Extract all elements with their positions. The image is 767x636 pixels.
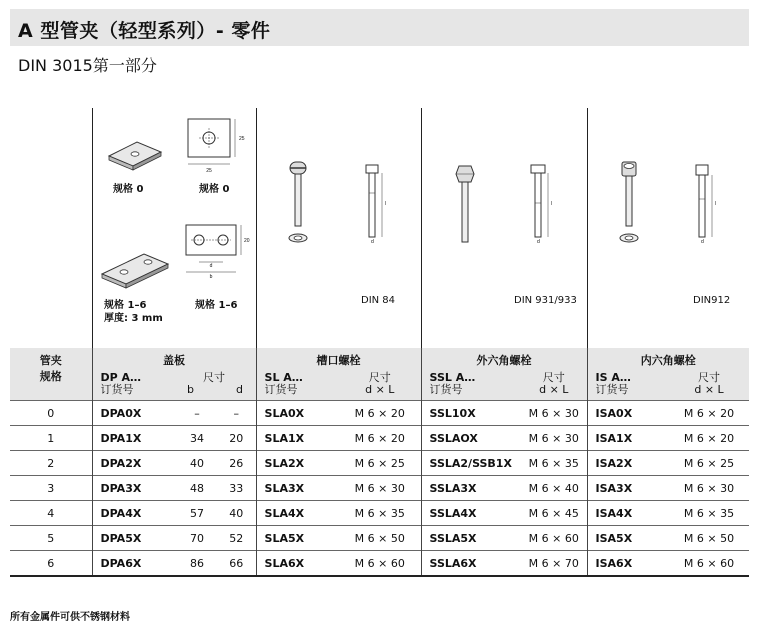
cell-sl-dim: M 6 × 35	[339, 501, 421, 526]
cell-sl-dim: M 6 × 20	[339, 426, 421, 451]
cell-b: 34	[177, 426, 217, 451]
cell-ssl-dim: M 6 × 60	[521, 526, 587, 551]
plate0-width-dim: 25	[206, 168, 212, 174]
cell-b: 86	[177, 551, 217, 577]
cover-plate-size0-plan-drawing	[185, 116, 245, 176]
table-row	[10, 451, 749, 476]
cell-size: 2	[10, 451, 92, 476]
cell-dp: DPA3X	[92, 476, 177, 501]
socket-bolt-drawing	[617, 160, 645, 245]
sub-is-dim: 尺寸 d × L	[669, 370, 749, 401]
cell-is-dim: M 6 × 30	[669, 476, 749, 501]
cell-is: ISA0X	[587, 401, 669, 426]
cell-sl-dim: M 6 × 25	[339, 451, 421, 476]
header-clamp-size	[10, 348, 92, 401]
cell-dp: DPA1X	[92, 426, 177, 451]
header-size: 规格	[39, 370, 62, 383]
cell-ssl-dim: M 6 × 35	[521, 451, 587, 476]
hex-bolt-dim-drawing	[526, 163, 556, 243]
header-slotted-bolt: 槽口螺栓	[256, 348, 421, 370]
cell-is-dim: M 6 × 60	[669, 551, 749, 577]
figure-area	[10, 108, 749, 348]
cell-dp: DPA2X	[92, 451, 177, 476]
label-plate0-iso: 规格 0	[113, 184, 144, 195]
slotted-bolt-drawing	[286, 160, 314, 245]
cell-ssl: SSLA4X	[421, 501, 521, 526]
hex-bolt-drawing	[453, 164, 479, 244]
label-din912: DIN912	[693, 295, 731, 306]
cell-is-dim: M 6 × 20	[669, 426, 749, 451]
table-row	[10, 401, 749, 426]
cell-size: 3	[10, 476, 92, 501]
cell-is-dim: M 6 × 35	[669, 501, 749, 526]
header-clamp: 管夹	[39, 354, 62, 367]
plate16-d-dim: d	[209, 263, 213, 269]
cell-sl-dim: M 6 × 60	[339, 551, 421, 577]
cell-d: 66	[217, 551, 256, 577]
cell-ssl: SSLA3X	[421, 476, 521, 501]
slotted-bolt-d-dim: d	[371, 239, 374, 245]
fig-divider-4	[587, 108, 588, 348]
cover-plate-size16-plan-drawing	[183, 222, 249, 284]
cell-is-dim: M 6 × 50	[669, 526, 749, 551]
label-din931: DIN 931/933	[514, 295, 577, 306]
cell-is: ISA4X	[587, 501, 669, 526]
cell-size: 4	[10, 501, 92, 526]
cell-ssl-dim: M 6 × 45	[521, 501, 587, 526]
label-plate16-plan: 规格 1–6	[195, 300, 238, 311]
sub-ssl-order: SSL A… 订货号	[421, 370, 521, 401]
label-plate16-thickness: 厚度: 3 mm	[104, 313, 163, 324]
cell-sl: SLA6X	[256, 551, 339, 577]
cell-dp: DPA4X	[92, 501, 177, 526]
page-title: A 型管夹（轻型系列）- 零件	[18, 20, 271, 42]
table-row	[10, 551, 749, 577]
label-din84: DIN 84	[361, 295, 396, 306]
title-bar	[10, 9, 749, 46]
cover-plate-size16-iso-drawing	[100, 248, 172, 293]
cell-size: 0	[10, 401, 92, 426]
cell-size: 5	[10, 526, 92, 551]
cell-sl: SLA3X	[256, 476, 339, 501]
table-row	[10, 476, 749, 501]
sub-is-order: IS A… 订货号	[587, 370, 669, 401]
header-cover-plate: 盖板	[92, 348, 256, 370]
cell-d: 26	[217, 451, 256, 476]
plate16-height-dim: 20	[244, 238, 250, 244]
cell-is: ISA3X	[587, 476, 669, 501]
cell-sl-dim: M 6 × 20	[339, 401, 421, 426]
sub-dp-order: DP A… 订货号	[92, 370, 177, 401]
cell-ssl: SSLA2/SSB1X	[421, 451, 521, 476]
header-hex-bolt: 外六角螺栓	[421, 348, 587, 370]
plate16-b-dim: b	[209, 274, 213, 280]
cell-is-dim: M 6 × 20	[669, 401, 749, 426]
slotted-bolt-l-dim: l	[385, 201, 387, 207]
cell-dp: DPA6X	[92, 551, 177, 577]
cell-sl: SLA2X	[256, 451, 339, 476]
cell-is-dim: M 6 × 25	[669, 451, 749, 476]
parts-table	[10, 348, 749, 577]
cell-is: ISA6X	[587, 551, 669, 577]
sub-dp-dim: 尺寸 b d	[177, 370, 256, 401]
cell-ssl: SSLAOX	[421, 426, 521, 451]
cell-d: 20	[217, 426, 256, 451]
cell-d: 40	[217, 501, 256, 526]
cell-ssl-dim: M 6 × 30	[521, 426, 587, 451]
cell-ssl-dim: M 6 × 40	[521, 476, 587, 501]
sub-ssl-dim: 尺寸 d × L	[521, 370, 587, 401]
socket-bolt-dim-drawing	[690, 163, 720, 243]
hex-bolt-l-dim: l	[551, 201, 553, 207]
cell-is: ISA1X	[587, 426, 669, 451]
sub-sl-order: SL A… 订货号	[256, 370, 339, 401]
footnote: 所有金属件可供不锈钢材料	[10, 612, 130, 623]
cell-d: 33	[217, 476, 256, 501]
cell-b: –	[177, 401, 217, 426]
cell-sl: SLA0X	[256, 401, 339, 426]
cell-ssl: SSLA5X	[421, 526, 521, 551]
cell-ssl: SSL10X	[421, 401, 521, 426]
table-row	[10, 426, 749, 451]
sub-sl-dim: 尺寸 d × L	[339, 370, 421, 401]
hex-bolt-d-dim: d	[537, 239, 540, 245]
cell-is: ISA2X	[587, 451, 669, 476]
cell-sl: SLA1X	[256, 426, 339, 451]
cell-ssl-dim: M 6 × 30	[521, 401, 587, 426]
cell-d: 52	[217, 526, 256, 551]
cover-plate-size0-iso-drawing	[105, 138, 165, 173]
cell-sl: SLA5X	[256, 526, 339, 551]
label-plate0-plan: 规格 0	[199, 184, 230, 195]
fig-divider-3	[421, 108, 422, 348]
slotted-bolt-dim-drawing	[360, 163, 390, 243]
socket-bolt-l-dim: l	[715, 201, 717, 207]
cell-sl-dim: M 6 × 50	[339, 526, 421, 551]
cell-dp: DPA5X	[92, 526, 177, 551]
cell-b: 40	[177, 451, 217, 476]
fig-divider-2	[256, 108, 257, 348]
fig-divider-1	[92, 108, 93, 348]
cell-size: 6	[10, 551, 92, 577]
label-plate16-iso: 规格 1–6	[104, 300, 147, 311]
plate0-height-dim: 25	[239, 136, 245, 142]
cell-sl-dim: M 6 × 30	[339, 476, 421, 501]
header-socket-bolt: 内六角螺栓	[587, 348, 749, 370]
cell-b: 70	[177, 526, 217, 551]
cell-size: 1	[10, 426, 92, 451]
cell-sl: SLA4X	[256, 501, 339, 526]
cell-b: 57	[177, 501, 217, 526]
cell-dp: DPA0X	[92, 401, 177, 426]
cell-d: –	[217, 401, 256, 426]
socket-bolt-d-dim: d	[701, 239, 704, 245]
cell-is: ISA5X	[587, 526, 669, 551]
cell-ssl: SSLA6X	[421, 551, 521, 577]
cell-ssl-dim: M 6 × 70	[521, 551, 587, 577]
table-row	[10, 526, 749, 551]
cell-b: 48	[177, 476, 217, 501]
page-subtitle: DIN 3015第一部分	[18, 56, 157, 75]
table-row	[10, 501, 749, 526]
